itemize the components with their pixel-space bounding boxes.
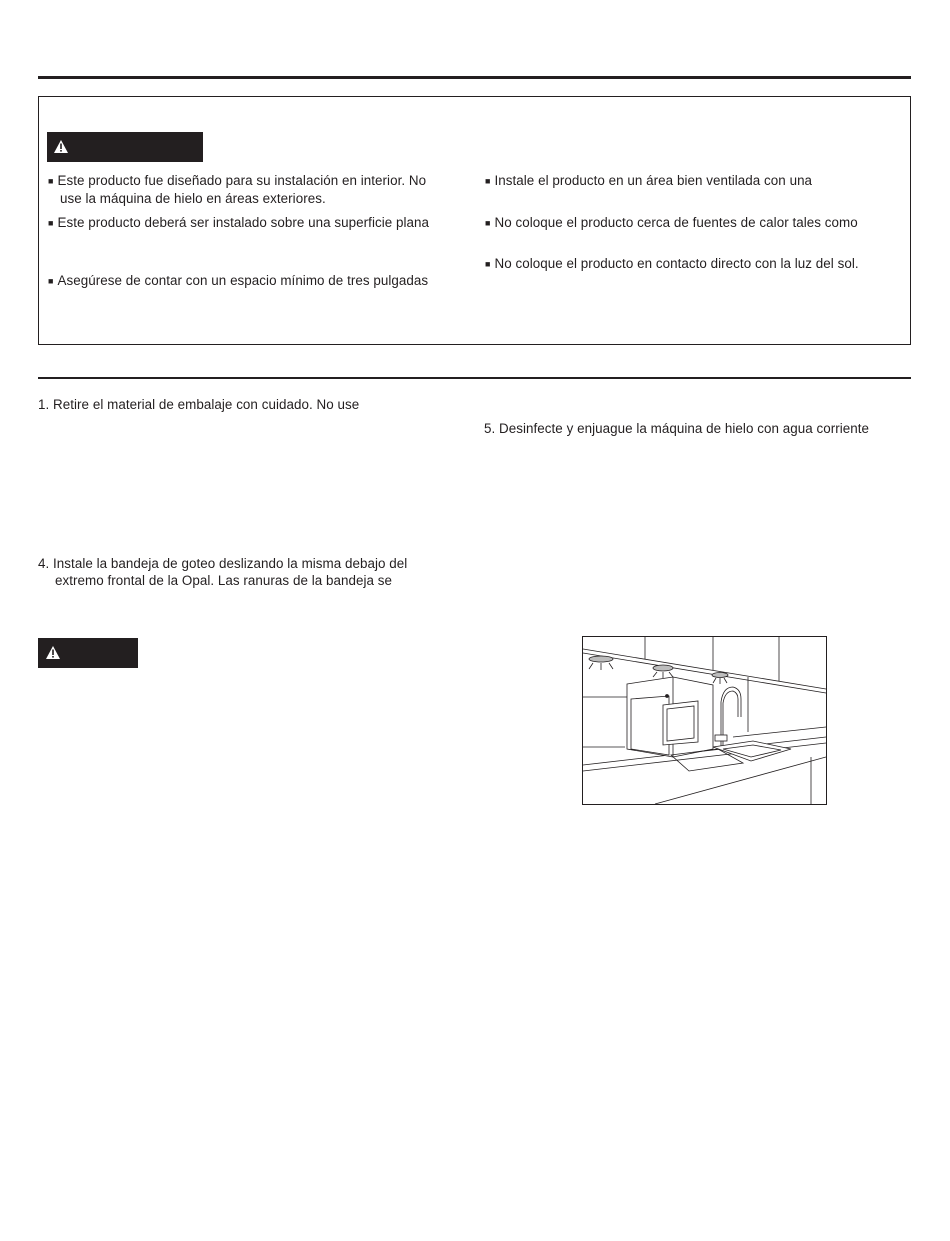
bullet-text: Este producto deberá ser instalado sobre una superficie plana bbox=[57, 215, 430, 230]
step-4-text bbox=[38, 555, 407, 589]
step-1-text: 1. Retire el material de embalaje con cuidado. No use bbox=[38, 397, 360, 412]
bullet-text: No coloque el producto en contacto directo con la luz del sol. bbox=[494, 256, 859, 271]
list-item bbox=[485, 255, 859, 273]
bullet-text: Este producto fue diseñado para su instalación en interior. No bbox=[57, 173, 427, 188]
warning-banner-2 bbox=[38, 638, 138, 668]
bullet-marker: ■ bbox=[485, 218, 491, 228]
warning-triangle-icon bbox=[38, 638, 68, 668]
step-4-line-1: 4. Instale la bandeja de goteo deslizando la misma debajo del bbox=[38, 556, 408, 571]
bullet-marker: ■ bbox=[48, 276, 54, 286]
top-rule bbox=[38, 76, 911, 79]
bullet-marker: ■ bbox=[485, 176, 491, 186]
list-item bbox=[485, 214, 858, 232]
warning-triangle-icon bbox=[47, 132, 77, 162]
step-5-text: 5. Desinfecte y enjuague la máquina de hielo con agua corriente bbox=[484, 421, 870, 436]
bullet-marker: ■ bbox=[48, 176, 54, 186]
warning-banner bbox=[47, 132, 203, 162]
bullet-marker: ■ bbox=[48, 218, 54, 228]
ice-maker-on-counter-illustration bbox=[583, 637, 826, 804]
list-item bbox=[48, 214, 429, 232]
list-item bbox=[48, 272, 428, 290]
kitchen-illustration bbox=[582, 636, 827, 805]
bullet-text: Asegúrese de contar con un espacio mínimo de tres pulgadas bbox=[57, 273, 429, 288]
step-4-line-2: extremo frontal de la Opal. Las ranuras de la bandeja se bbox=[55, 573, 393, 588]
bullet-marker: ■ bbox=[485, 259, 491, 269]
list-item bbox=[485, 172, 812, 190]
bullet-text: use la máquina de hielo en áreas exteriores. bbox=[60, 191, 326, 206]
section-rule bbox=[38, 377, 911, 379]
bullet-text: Instale el producto en un área bien ventilada con una bbox=[494, 173, 813, 188]
bullet-text: No coloque el producto cerca de fuentes de calor tales como bbox=[494, 215, 858, 230]
list-item bbox=[48, 172, 426, 207]
